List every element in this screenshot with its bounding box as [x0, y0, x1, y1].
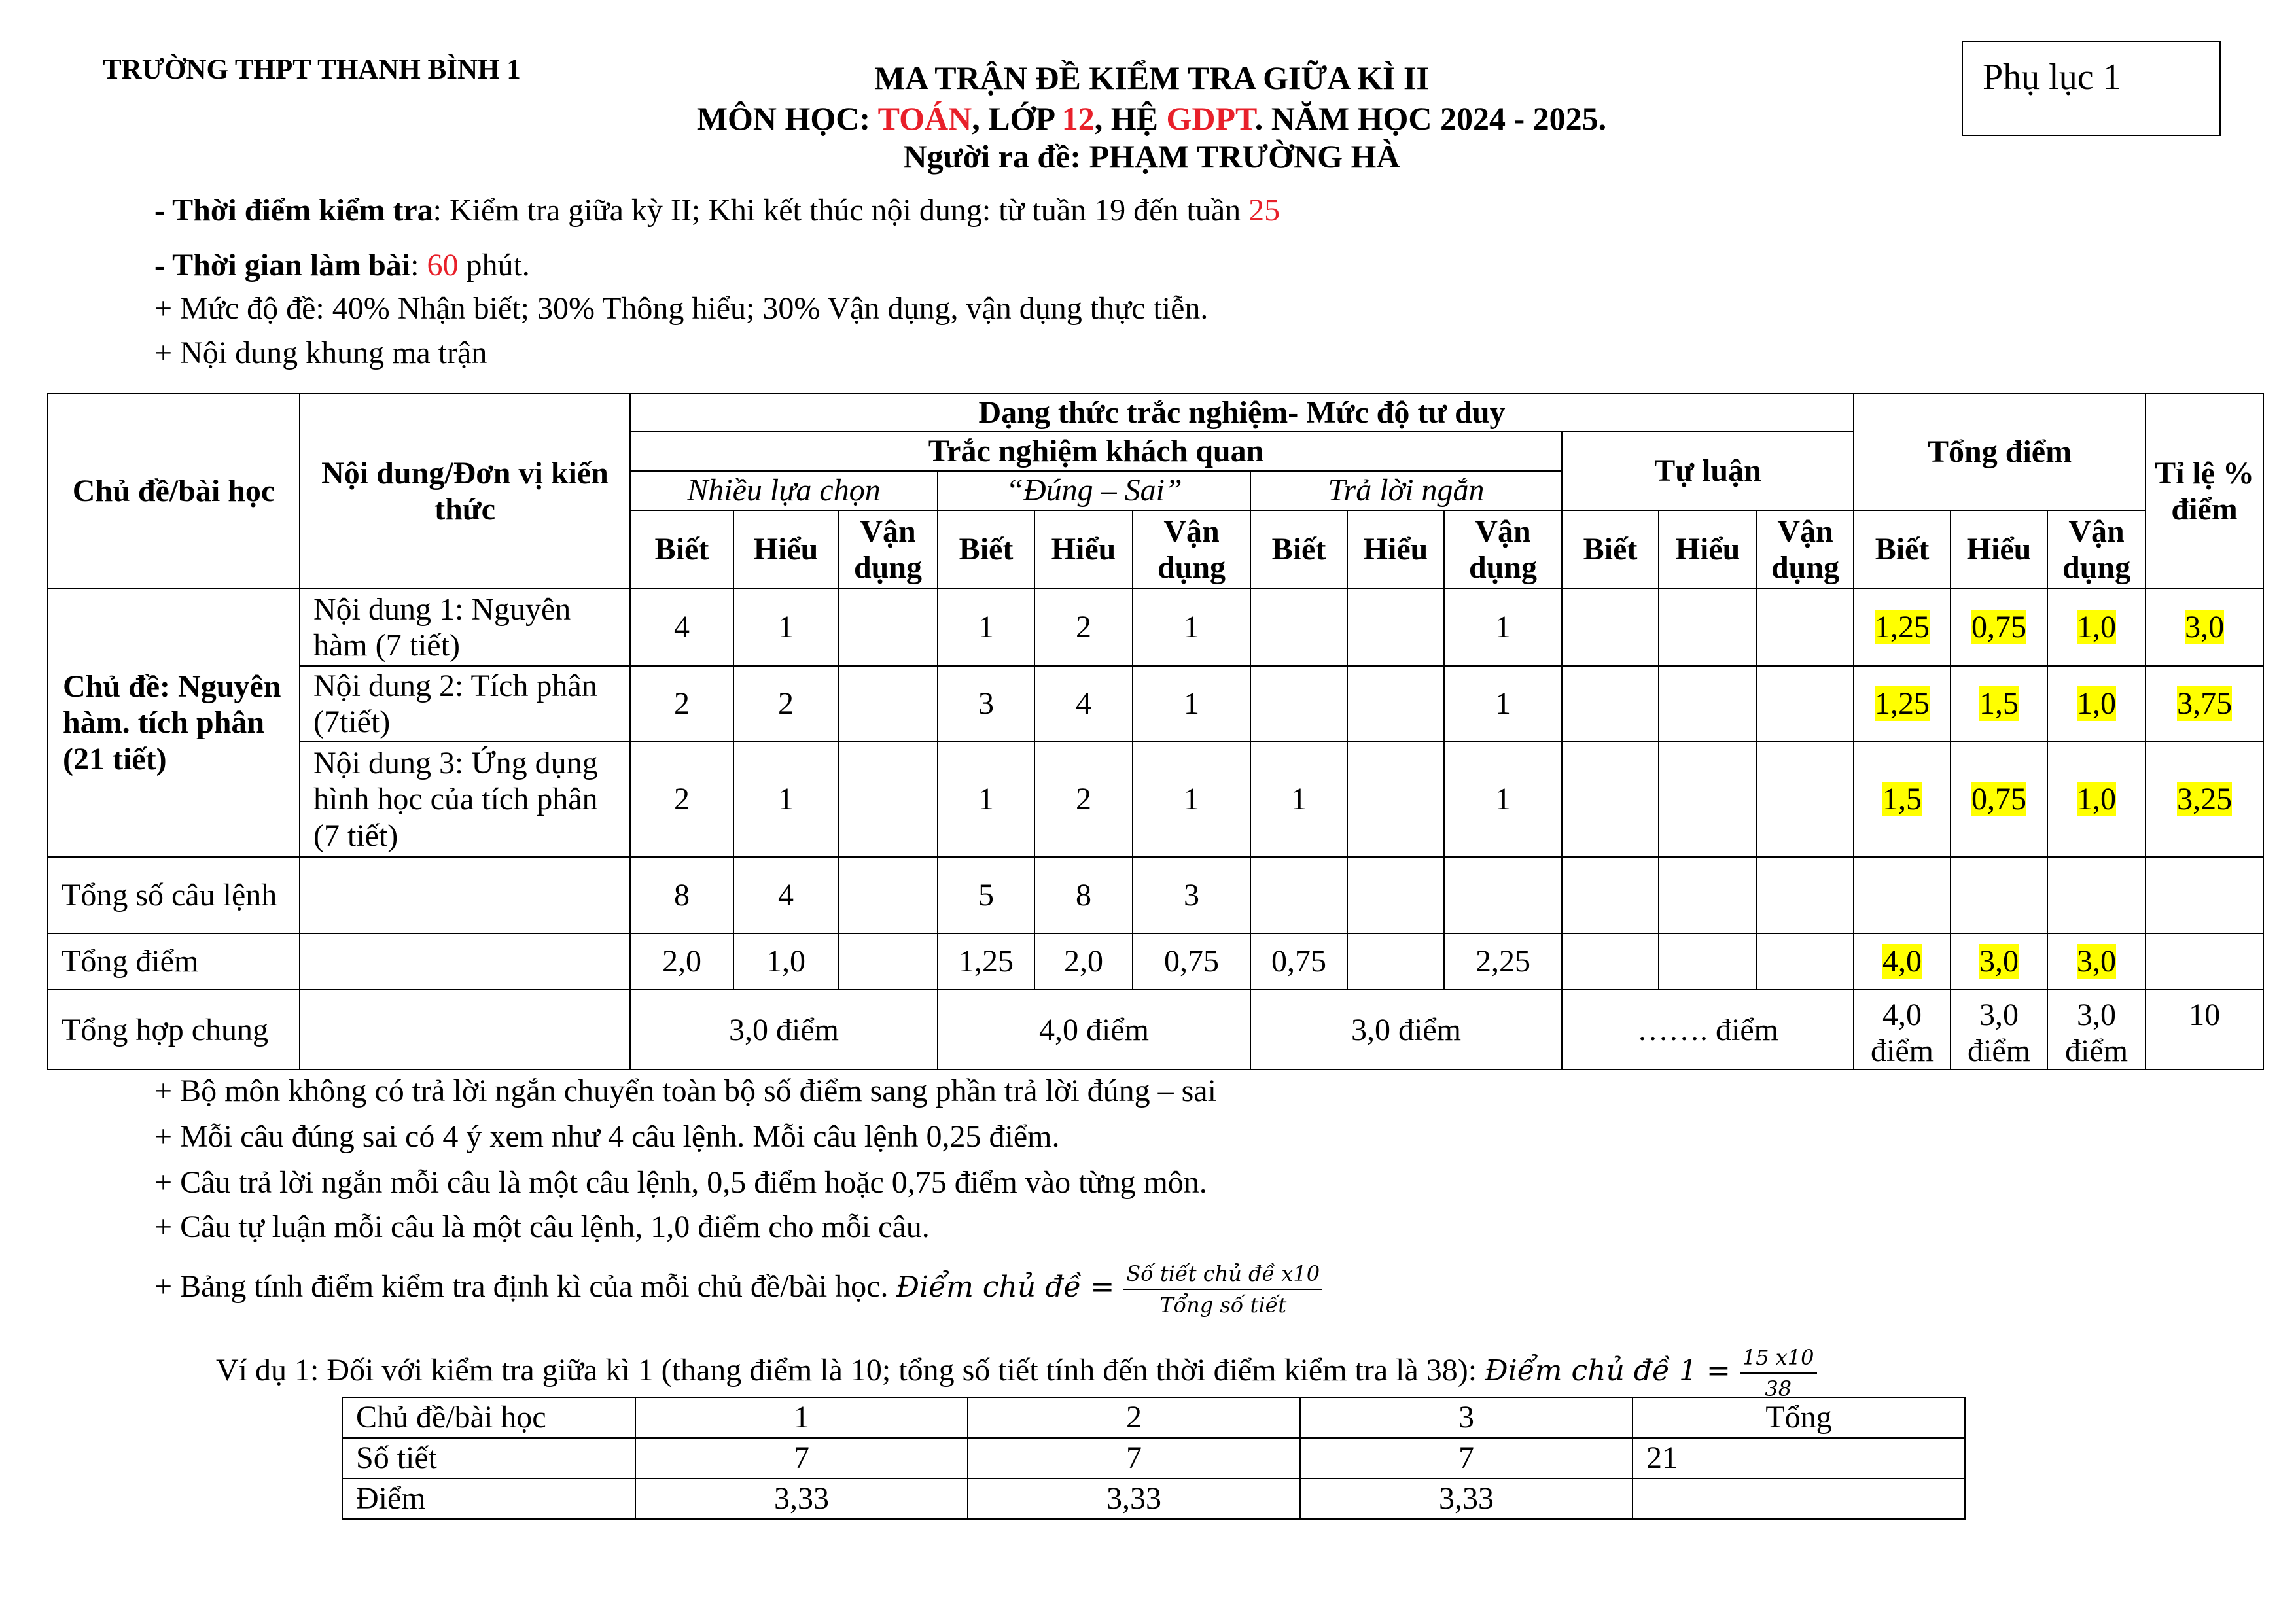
- table-cell: 1,0: [2047, 589, 2146, 666]
- table-cell: [1562, 589, 1659, 666]
- test-time-line: - Thời điểm kiểm tra: Kiểm tra giữa kỳ II; Khi kết thúc nội dung: từ tuần 19 đến tuần 25: [154, 193, 1280, 228]
- table-cell: [1250, 666, 1347, 742]
- example-head-row: [342, 1397, 1965, 1438]
- table-cell: [1757, 857, 1854, 934]
- header-short-answer: Trả lời ngắn: [1250, 471, 1562, 510]
- content-cell: Nội dung 2: Tích phân (7tiết): [300, 666, 630, 742]
- duration-line: - Thời gian làm bài: 60 phút.: [154, 248, 530, 283]
- table-cell: 3,0: [2047, 934, 2146, 990]
- table-row: [48, 666, 2263, 742]
- table-cell: 2,0: [1034, 934, 1133, 990]
- table-cell: [1250, 589, 1347, 666]
- content-cell: Nội dung 1: Nguyên hàm (7 tiết): [300, 589, 630, 666]
- table-cell: 3,0 điểm: [2047, 990, 2146, 1070]
- table-cell: 2: [968, 1397, 1300, 1438]
- table-cell: 8: [1034, 857, 1133, 934]
- table-cell: 3: [1300, 1397, 1633, 1438]
- table-cell: Điểm: [342, 1478, 635, 1519]
- table-cell: 3,75: [2146, 666, 2263, 742]
- table-cell: [1757, 666, 1854, 742]
- table-cell: Biết: [1562, 510, 1659, 589]
- table-cell: 3: [938, 666, 1034, 742]
- table-cell: [1562, 666, 1659, 742]
- table-cell: [1444, 857, 1562, 934]
- header-topic: Chủ đề/bài học: [48, 394, 300, 589]
- table-cell: [1347, 934, 1444, 990]
- level-line: + Mức độ đề: 40% Nhận biết; 30% Thông hiểu; 30% Vận dụng, vận dụng thực tiễn.: [154, 291, 1209, 326]
- table-cell: [838, 742, 938, 857]
- table-cell: 3,0: [2146, 589, 2263, 666]
- table-cell: 1: [1444, 742, 1562, 857]
- table-cell: 7: [968, 1438, 1300, 1478]
- table-cell: [1562, 742, 1659, 857]
- table-cell: 4: [1034, 666, 1133, 742]
- table-cell: 1: [635, 1397, 968, 1438]
- table-row: [48, 742, 2263, 857]
- table-cell: Vận dụng: [1757, 510, 1854, 589]
- table-cell: 1,0: [733, 934, 838, 990]
- subject-line: MÔN HỌC: TOÁN, LỚP 12, HỆ GDPT. NĂM HỌC 2024 - 2025.: [696, 100, 1607, 137]
- table-cell: 2: [630, 666, 733, 742]
- table-cell: [1659, 589, 1757, 666]
- table-cell: Biết: [1854, 510, 1951, 589]
- table-cell: [1250, 857, 1347, 934]
- example-formula-fraction: $\frac{15 x10}{38}$: [1740, 1345, 1817, 1401]
- example-periods-row: [342, 1438, 1965, 1478]
- table-cell: Hiểu: [1659, 510, 1757, 589]
- table-cell: [2146, 857, 2263, 934]
- table-cell: Chủ đề/bài học: [342, 1397, 635, 1438]
- table-cell: 2: [1034, 742, 1133, 857]
- author-line: Người ra đề: PHẠM TRƯỜNG HÀ: [903, 138, 1400, 175]
- document-title: MA TRẬN ĐỀ KIỂM TRA GIỮA KÌ II: [874, 60, 1429, 96]
- table-cell: 1: [1133, 666, 1250, 742]
- table-cell: 8: [630, 857, 733, 934]
- test-matrix-table: [47, 393, 2264, 1070]
- table-cell: 3,0 điểm: [1951, 990, 2047, 1070]
- table-cell: 1: [1133, 742, 1250, 857]
- example-points-row: [342, 1478, 1965, 1519]
- header-essay: Tự luận: [1562, 432, 1854, 510]
- table-cell: [300, 934, 630, 990]
- table-cell: Biết: [938, 510, 1034, 589]
- table-cell: [838, 934, 938, 990]
- table-cell: Vận dụng: [1444, 510, 1562, 589]
- table-cell: 0,75: [1951, 742, 2047, 857]
- subject-name: TOÁN: [877, 100, 972, 137]
- table-cell: 1,25: [1854, 666, 1951, 742]
- table-cell: 2: [1034, 589, 1133, 666]
- table-cell: [1347, 742, 1444, 857]
- note-3: + Câu trả lời ngắn mỗi câu là một câu lệnh, 0,5 điểm hoặc 0,75 điểm vào từng môn.: [154, 1165, 1207, 1200]
- table-cell: [2146, 934, 2263, 990]
- table-cell: Hiểu: [1347, 510, 1444, 589]
- table-cell: 0,75: [1250, 934, 1347, 990]
- table-cell: 0,75: [1951, 589, 2047, 666]
- table-cell: 1: [938, 742, 1034, 857]
- table-cell: [838, 857, 938, 934]
- table-cell: 3,0 điểm: [1250, 990, 1562, 1070]
- table-cell: 1: [1133, 589, 1250, 666]
- table-cell: 3,33: [1300, 1478, 1633, 1519]
- header-total-points: Tổng điểm: [1854, 394, 2146, 510]
- table-cell: [1659, 666, 1757, 742]
- summary-row: [48, 990, 2263, 1070]
- table-cell: [838, 666, 938, 742]
- table-cell: 4: [733, 857, 838, 934]
- table-cell: Vận dụng: [2047, 510, 2146, 589]
- header-content-unit: Nội dung/Đơn vị kiến thức: [300, 394, 630, 589]
- table-cell: 1: [1444, 666, 1562, 742]
- note-4: + Câu tự luận mỗi câu là một câu lệnh, 1,0 điểm cho mỗi câu.: [154, 1210, 930, 1244]
- table-cell: [838, 589, 938, 666]
- table-cell: 10: [2146, 990, 2263, 1070]
- table-cell: 2,0: [630, 934, 733, 990]
- note-2: + Mỗi câu đúng sai có 4 ý xem như 4 câu lệnh. Mỗi câu lệnh 0,25 điểm.: [154, 1119, 1060, 1154]
- table-cell: [1757, 934, 1854, 990]
- table-cell: [1347, 666, 1444, 742]
- table-cell: [1854, 857, 1951, 934]
- table-cell: Vận dụng: [838, 510, 938, 589]
- content-cell: Nội dung 3: Ứng dụng hình học của tích phân (7 tiết): [300, 742, 630, 857]
- table-cell: 1,25: [1854, 589, 1951, 666]
- header-ratio: Tỉ lệ % điểm: [2146, 394, 2263, 589]
- table-cell: 1,0: [2047, 742, 2146, 857]
- table-cell: [2047, 857, 2146, 934]
- table-cell: Hiểu: [733, 510, 838, 589]
- appendix-label: Phụ lục 1: [1962, 41, 2221, 136]
- class-number: 12: [1061, 100, 1095, 137]
- note-5: + Bảng tính điểm kiểm tra định kì của mỗi chủ đề/bài học. Điểm chủ đề = $\frac{\text{Số tiết chủ đề x10}}{\text{Tổng số tiết}}$: [154, 1261, 1322, 1318]
- table-cell: 3,33: [635, 1478, 968, 1519]
- note-1: + Bộ môn không có trả lời ngắn chuyển toàn bộ số điểm sang phần trả lời đúng – sai: [154, 1073, 1216, 1108]
- table-cell: Tổng điểm: [48, 934, 300, 990]
- table-cell: [1757, 589, 1854, 666]
- table-cell: 3: [1133, 857, 1250, 934]
- topic-cell: Chủ đề: Nguyên hàm. tích phân (21 tiết): [48, 589, 300, 857]
- table-cell: 4: [630, 589, 733, 666]
- table-cell: 21: [1633, 1438, 1965, 1478]
- table-cell: [1562, 934, 1659, 990]
- table-cell: 2,25: [1444, 934, 1562, 990]
- table-cell: 7: [635, 1438, 968, 1478]
- table-cell: 3,0: [1951, 934, 2047, 990]
- table-cell: 1: [1250, 742, 1347, 857]
- table-cell: 7: [1300, 1438, 1633, 1478]
- table-cell: ……. điểm: [1562, 990, 1854, 1070]
- table-cell: Tổng hợp chung: [48, 990, 300, 1070]
- example-line: Ví dụ 1: Đối với kiểm tra giữa kì 1 (thang điểm là 10; tổng số tiết tính đến thời điểm kiểm tra là 38): Điểm chủ đề 1 = $\frac{15 x10}{38}$: [216, 1345, 1817, 1401]
- table-cell: Tổng: [1633, 1397, 1965, 1438]
- system-name: GDPT: [1166, 100, 1255, 137]
- school-name: TRƯỜNG THPT THANH BÌNH 1: [103, 54, 521, 85]
- table-cell: Số tiết: [342, 1438, 635, 1478]
- table-cell: 2: [733, 666, 838, 742]
- table-cell: [300, 857, 630, 934]
- table-cell: 3,0 điểm: [630, 990, 938, 1070]
- header-format: Dạng thức trắc nghiệm- Mức độ tư duy: [630, 394, 1854, 432]
- table-cell: Biết: [1250, 510, 1347, 589]
- formula-lhs: Điểm chủ đề =: [896, 1270, 1124, 1304]
- table-cell: [1659, 857, 1757, 934]
- header-objective: Trắc nghiệm khách quan: [630, 432, 1562, 471]
- table-cell: 4,0 điểm: [938, 990, 1250, 1070]
- header-truefalse: “Đúng – Sai”: [938, 471, 1250, 510]
- example-table: [342, 1397, 1966, 1520]
- table-cell: [1347, 857, 1444, 934]
- table-cell: 1: [1444, 589, 1562, 666]
- table-cell: 2: [630, 742, 733, 857]
- table-cell: Hiểu: [1951, 510, 2047, 589]
- table-cell: [1659, 742, 1757, 857]
- header-mcq: Nhiều lựa chọn: [630, 471, 938, 510]
- table-cell: Hiểu: [1034, 510, 1133, 589]
- table-cell: 1: [733, 742, 838, 857]
- table-cell: [300, 990, 630, 1070]
- table-cell: [1757, 742, 1854, 857]
- table-cell: [1562, 857, 1659, 934]
- table-cell: Vận dụng: [1133, 510, 1250, 589]
- table-cell: Tổng số câu lệnh: [48, 857, 300, 934]
- points-row: [48, 934, 2263, 990]
- table-cell: 4,0: [1854, 934, 1951, 990]
- table-cell: 4,0 điểm: [1854, 990, 1951, 1070]
- table-cell: [1347, 589, 1444, 666]
- table-cell: 0,75: [1133, 934, 1250, 990]
- table-cell: 1,25: [938, 934, 1034, 990]
- table-cell: 1: [733, 589, 838, 666]
- table-cell: 3,25: [2146, 742, 2263, 857]
- count-row: [48, 857, 2263, 934]
- table-cell: [1659, 934, 1757, 990]
- table-cell: 1,5: [1951, 666, 2047, 742]
- table-cell: 5: [938, 857, 1034, 934]
- content-line: + Nội dung khung ma trận: [154, 336, 487, 370]
- table-row: [48, 589, 2263, 666]
- table-cell: Biết: [630, 510, 733, 589]
- table-cell: 3,33: [968, 1478, 1300, 1519]
- table-cell: 1,0: [2047, 666, 2146, 742]
- table-cell: [1951, 857, 2047, 934]
- table-cell: [1633, 1478, 1965, 1519]
- example-formula-lhs: Điểm chủ đề 1 =: [1485, 1354, 1740, 1388]
- table-cell: 1: [938, 589, 1034, 666]
- formula-fraction: $\frac{\text{Số tiết chủ đề x10}}{\text{Tổng số tiết}}$: [1123, 1261, 1322, 1318]
- table-cell: 1,5: [1854, 742, 1951, 857]
